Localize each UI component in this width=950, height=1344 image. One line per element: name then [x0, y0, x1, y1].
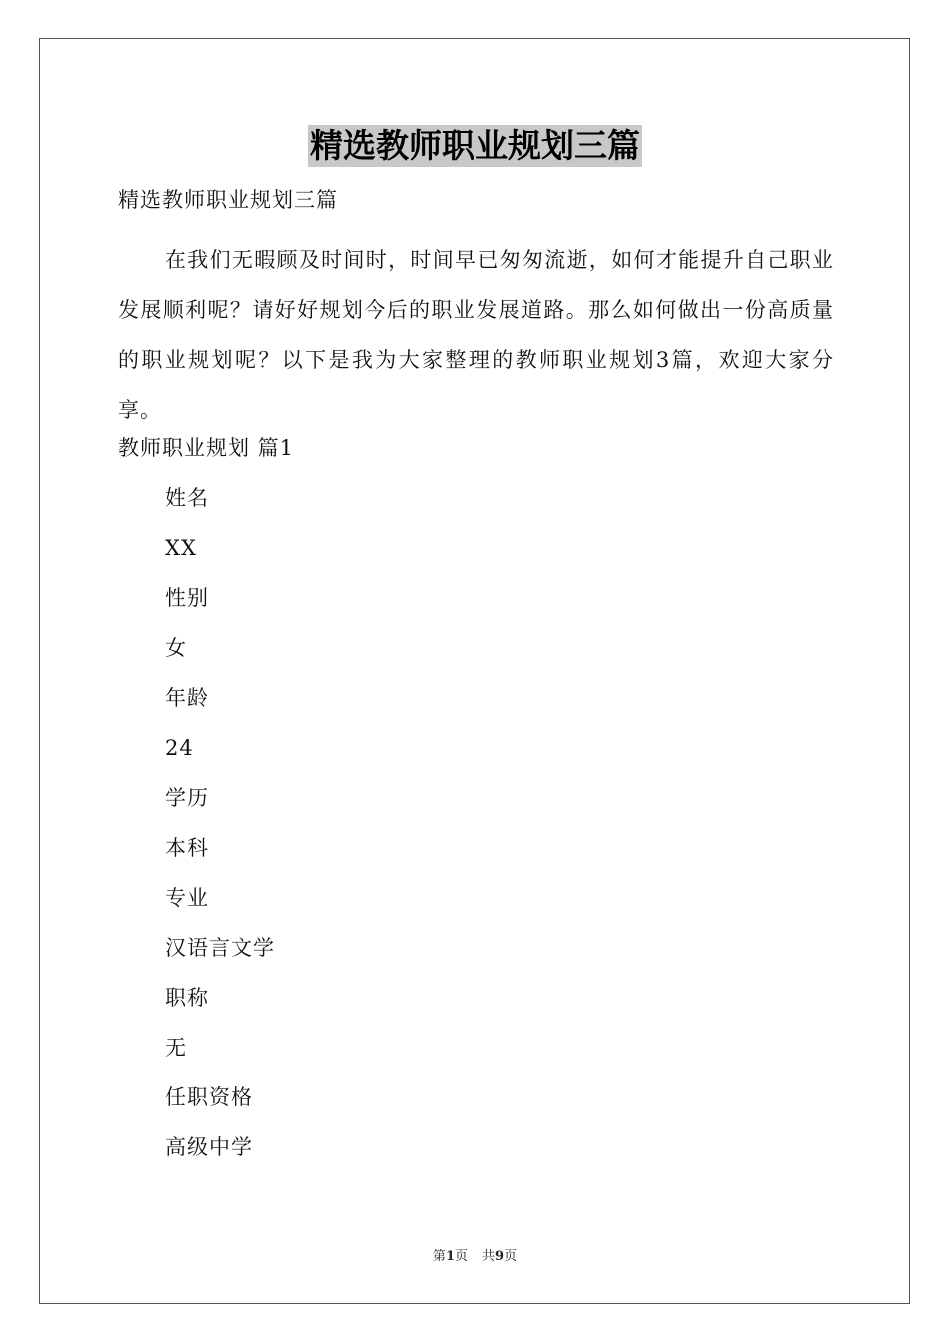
profile-value-title: 无	[165, 1036, 187, 1060]
title-container	[0, 125, 950, 167]
profile-label-qualification: 任职资格	[165, 1085, 253, 1109]
profile-value-age: 24	[165, 736, 194, 760]
profile-label-age: 年龄	[165, 686, 209, 710]
page-footer	[0, 1248, 950, 1266]
footer-page-suffix: 页	[454, 1249, 468, 1264]
profile-label-education: 学历	[165, 786, 209, 810]
footer-page-number: 1	[445, 1249, 455, 1264]
document-title: 精选教师职业规划三篇	[310, 126, 640, 165]
section-heading: 教师职业规划 篇1	[118, 436, 295, 460]
profile-value-major: 汉语言文学	[165, 936, 275, 960]
profile-label-title: 职称	[165, 986, 209, 1010]
profile-label-gender: 性别	[165, 586, 209, 610]
profile-label-major: 专业	[165, 886, 209, 910]
footer-prefix: 第	[432, 1249, 446, 1264]
profile-label-name: 姓名	[165, 486, 209, 510]
footer-total-prefix: 共	[482, 1249, 496, 1264]
footer-total-suffix: 页	[504, 1249, 518, 1264]
profile-value-qualification: 高级中学	[165, 1135, 253, 1159]
footer-total-pages: 9	[495, 1249, 505, 1264]
profile-value-gender: 女	[165, 636, 187, 660]
document-subtitle: 精选教师职业规划三篇	[118, 188, 338, 212]
profile-value-name: XX	[165, 536, 197, 560]
profile-value-education: 本科	[165, 836, 209, 860]
intro-paragraph: 在我们无暇顾及时间时，时间早已匆匆流逝，如何才能提升自己职业发展顺利呢？请好好规划今后的职业发展道路。那么如何做出一份高质量的职业规划呢？以下是我为大家整理的教师职业规划3篇，欢迎大家分享。	[118, 248, 834, 422]
page-border	[39, 38, 910, 1304]
